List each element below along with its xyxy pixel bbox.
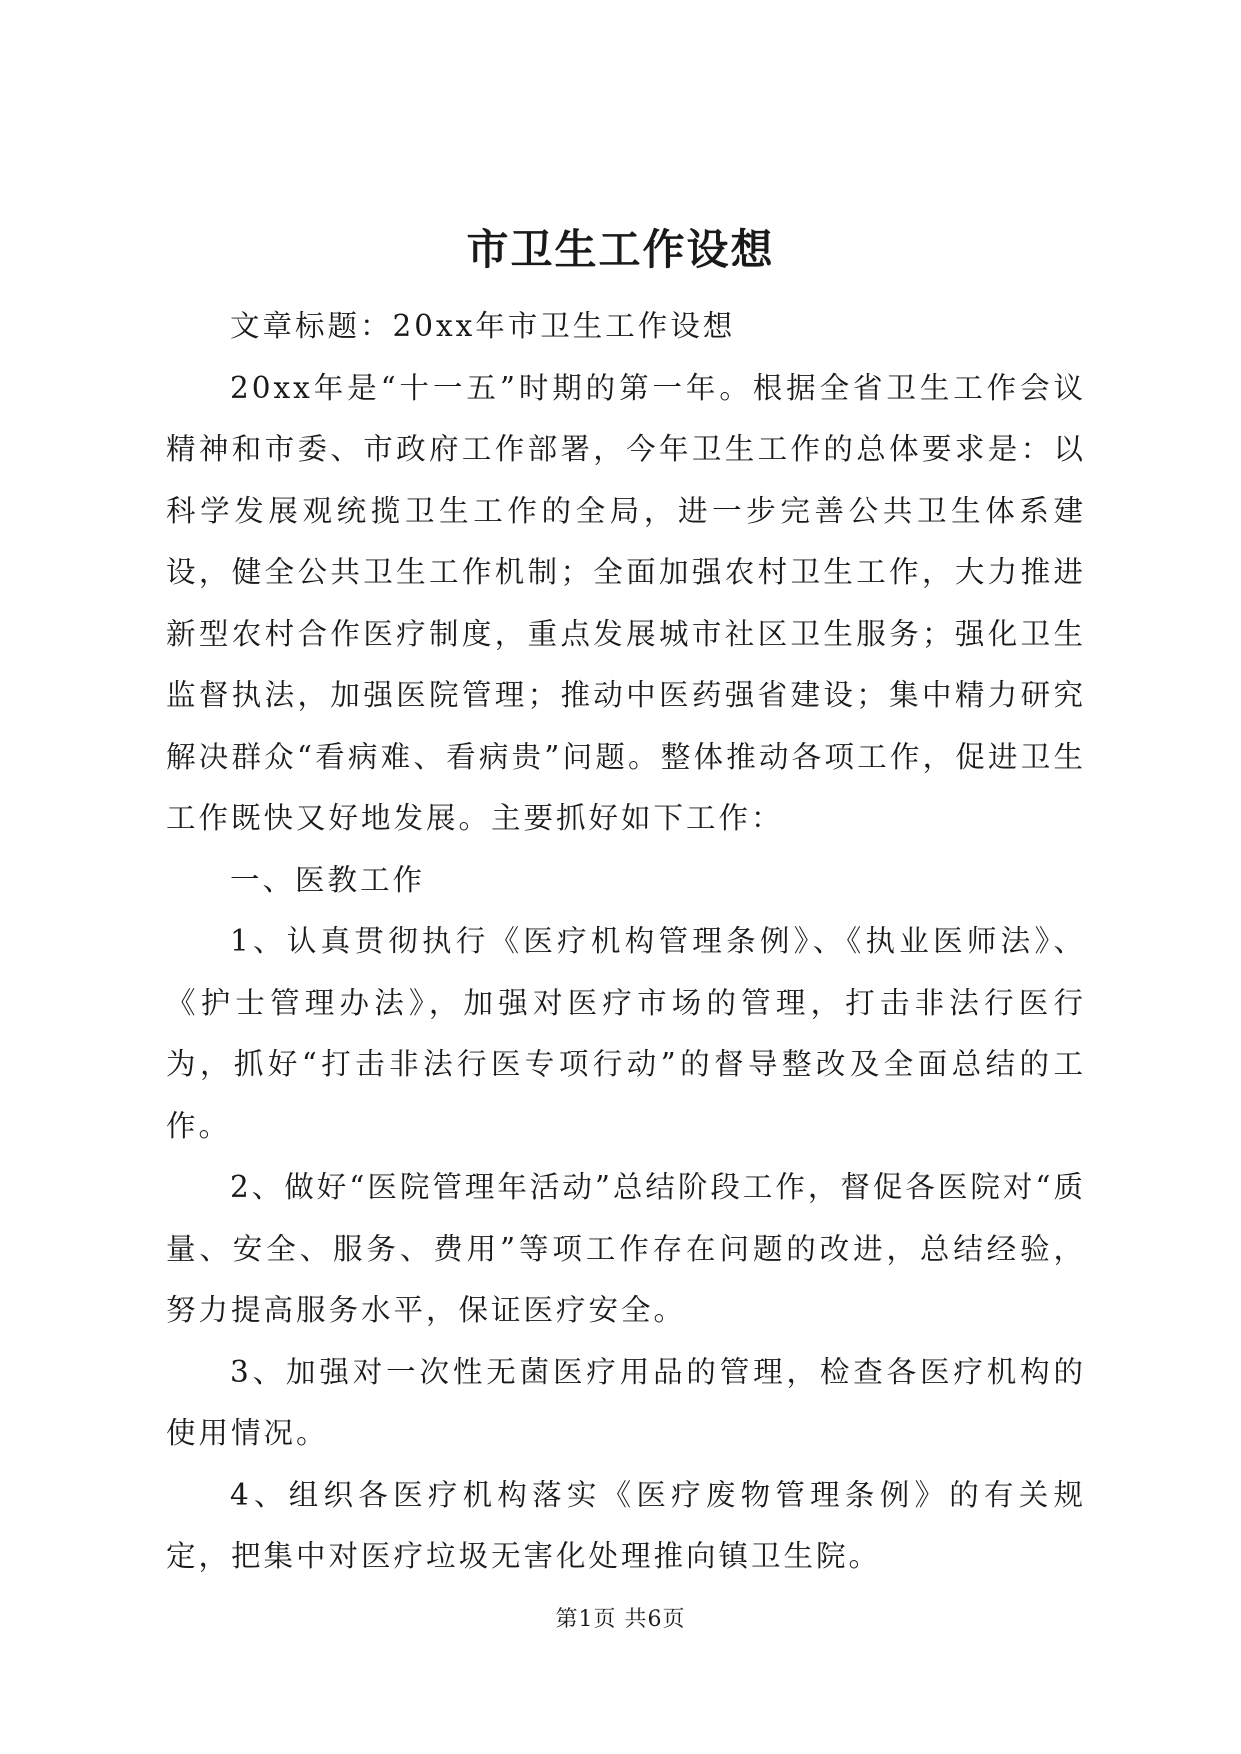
page-footer: 第1页 共6页 [555,1607,686,1632]
article-title-line: 文章标题：20xx年市卫生工作设想 [230,309,736,343]
document-title: 市卫生工作设想 [466,225,775,274]
intro-paragraph: 20xx年是“十一五”时期的第一年。根据全省卫生工作会议精神和市委、市政府工作部署，今年卫生工作的总体要求是：以科学发展观统揽卫生工作的全局，进一步完善公共卫生体系建设，健全公共卫生工作机制；全面加强农村卫生工作，大力推进新型农村合作医疗制度，重点发展城市社区卫生服务；强化卫生监督执法，加强医院管理；推动中医药强省建设；集中精力研究解决群众“看病难、看病贵”问题。整体推动各项工作，促进卫生工作既快又好地发展。主要抓好如下工作： [166,370,1086,835]
list-item-2: 2、做好“医院管理年活动”总结阶段工作，督促各医院对“质量、安全、服务、费用”等项工作存在问题的改进，总结经验，努力提高服务水平，保证医疗安全。 [166,1170,1087,1327]
list-item-4: 4、组织各医疗机构落实《医疗废物管理条例》的有关规定，把集中对医疗垃圾无害化处理推向镇卫生院。 [166,1477,1086,1573]
list-item-1: 1、认真贯彻执行《医疗机构管理条例》、《执业医师法》、《护士管理办法》，加强对医疗市场的管理，打击非法行医行为，抓好“打击非法行医专项行动”的督导整改及全面总结的工作。 [166,924,1086,1143]
document-body [166,296,1086,1588]
list-item-3: 3、加强对一次性无菌医疗用品的管理，检查各医疗机构的使用情况。 [166,1354,1086,1450]
section-heading: 一、医教工作 [230,862,426,897]
